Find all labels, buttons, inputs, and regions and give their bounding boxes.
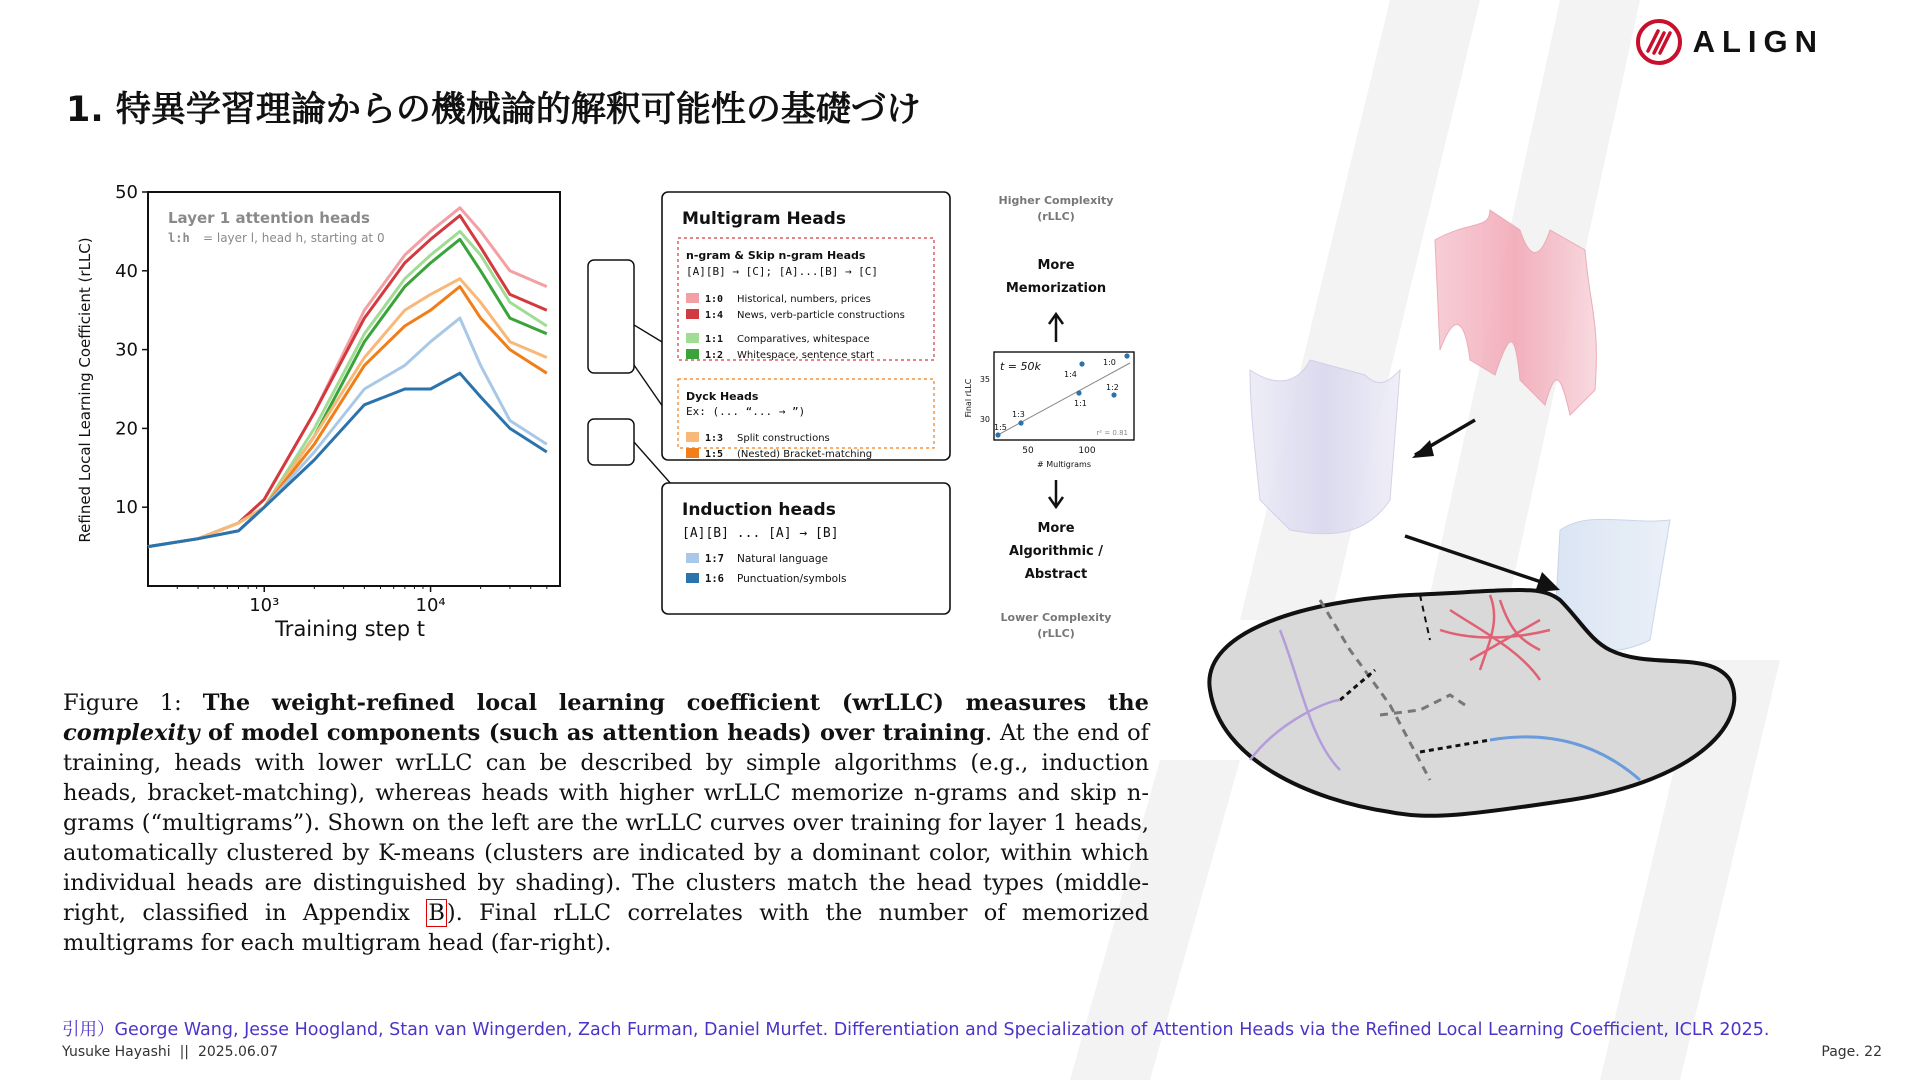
loss-landscape-illustration xyxy=(1190,200,1770,840)
footer-author: Yusuke Hayashi xyxy=(62,1044,171,1060)
footer-meta xyxy=(62,1044,278,1060)
footer-date: 2025.06.07 xyxy=(197,1044,279,1060)
caption-text-1: . At the end of training, heads with lower wrLLC can be described by simple algorithms (e.g., induction heads, bracket-matching), whereas heads with higher wrLLC memorize n-grams and skip n-grams (“multigrams”). Shown on the left are the wrLLC curves over training for layer 1 heads, automatically clustered by K-means (clusters are indicated by a dominant color, within which individual heads are distinguished by shading). The clusters match the head types (middle-right, classified in Appendix xyxy=(63,720,1149,926)
footer-separator: || xyxy=(179,1044,190,1060)
citation: 引用）George Wang, Jesse Hoogland, Stan van Wingerden, Zach Furman, Daniel Murfet. Differentiation and Specialization of Attention Heads via the Refined Local Learning Coefficient, ICLR 2025. xyxy=(62,1020,1770,1040)
legend-id: 1:0 xyxy=(705,294,724,305)
y-tick-label: 30 xyxy=(115,339,138,361)
y-tick-label: 50 xyxy=(115,182,138,203)
legend-desc: (Nested) Bracket-matching xyxy=(737,449,873,460)
legend-id: 1:6 xyxy=(705,573,724,585)
mini-point-label-1-3: 1:3 xyxy=(1012,410,1025,419)
multigram-heads-panel xyxy=(662,192,950,460)
plot-subtitle-key: l:h xyxy=(168,231,190,245)
legend-swatch xyxy=(686,432,699,442)
legend-desc: Whitespace, sentence start xyxy=(737,350,875,361)
caption-text-2: ). Final rLLC correlates with the number of memorized multigrams for each multigram head (far-right). xyxy=(63,900,1149,956)
plot-title: Layer 1 attention heads xyxy=(168,209,370,227)
mini-ytick-35: 35 xyxy=(979,375,990,384)
mini-point-label-1-1: 1:1 xyxy=(1074,399,1087,408)
x-tick-label: 10⁴ xyxy=(415,595,446,616)
x-axis-ticks xyxy=(177,586,547,616)
plot-subtitle: = layer l, head h, starting at 0 xyxy=(203,231,385,245)
mini-point-1-1 xyxy=(1076,390,1081,395)
brand-name: ALIGN xyxy=(1692,24,1824,59)
arrow-right-head-icon xyxy=(1535,572,1560,592)
legend-desc: Natural language xyxy=(737,553,828,565)
legend-swatch xyxy=(686,349,699,359)
ngram-pattern: [A][B] → [C]; [A]...[B] → [C] xyxy=(686,265,879,278)
legend-swatch xyxy=(686,293,699,303)
caption-label: Figure 1: xyxy=(63,690,182,716)
mini-ylabel: Final rLLC xyxy=(964,378,973,418)
slide-title: 1. 特異学習理論からの機械論的解釈可能性の基礎づけ xyxy=(66,90,921,130)
legend-desc: News, verb-particle constructions xyxy=(737,310,905,321)
y-tick-label: 10 xyxy=(115,497,138,519)
induction-pattern: [A][B] ... [A] → [B] xyxy=(682,526,839,541)
mini-r2: r² = 0.81 xyxy=(1096,429,1128,437)
mini-xlabel: # Multigrams xyxy=(1036,460,1092,469)
plot-frame xyxy=(148,192,560,586)
mini-point-label-1-0: 1:0 xyxy=(1103,358,1116,367)
legend-id: 1:1 xyxy=(705,334,724,345)
caption-bold-em: complexity xyxy=(63,720,200,746)
appendix-link[interactable]: B xyxy=(428,900,445,926)
ngram-title: n-gram & Skip n-gram Heads xyxy=(686,249,866,262)
caption-bold-1: The weight-refined local learning coefficient (wrLLC) measures the xyxy=(202,690,1149,716)
mini-xtick-50: 50 xyxy=(1022,446,1034,456)
multigram-highlight-box xyxy=(588,260,634,373)
brand-logo xyxy=(1635,18,1824,66)
landscape-blob xyxy=(1209,590,1734,816)
wrllc-plot xyxy=(76,182,634,641)
more-memorization-2: Memorization xyxy=(1005,281,1107,296)
y-axis-label: Refined Local Learning Coefficient (rLLC) xyxy=(76,237,94,543)
mini-point-1-4 xyxy=(1079,361,1084,366)
legend-desc: Historical, numbers, prices xyxy=(737,294,871,305)
induction-heads-panel xyxy=(662,483,950,614)
page-number: Page. 22 xyxy=(1821,1044,1882,1060)
y-tick-label: 40 xyxy=(115,260,138,282)
mini-time-label: t = 50k xyxy=(1000,360,1041,373)
align-logo-icon xyxy=(1635,18,1683,66)
more-algorithmic-3: Abstract xyxy=(1024,567,1088,582)
figure-caption xyxy=(63,688,1149,958)
higher-complexity-sub: (rLLC) xyxy=(1037,210,1075,223)
mini-point-1-2 xyxy=(1111,392,1116,397)
mini-point-1-0 xyxy=(1124,353,1129,358)
memorizing-manifold xyxy=(1435,210,1596,415)
mini-point-label-1-4: 1:4 xyxy=(1064,370,1077,379)
mini-point-label-1-2: 1:2 xyxy=(1106,383,1119,392)
legend-swatch xyxy=(686,553,699,563)
more-algorithmic-1: More xyxy=(1037,521,1075,536)
mini-point-1-5 xyxy=(995,432,1000,437)
legend-id: 1:5 xyxy=(705,449,724,460)
caption-bold-2: of model components (such as attention heads) over training xyxy=(207,720,986,746)
legend-desc: Split constructions xyxy=(737,433,830,444)
legend-id: 1:3 xyxy=(705,433,724,444)
x-tick-label: 10³ xyxy=(249,595,280,616)
dyck-title: Dyck Heads xyxy=(686,390,759,403)
mini-point-1-3 xyxy=(1018,420,1023,425)
legend-desc: Punctuation/symbols xyxy=(737,573,847,585)
induction-highlight-box xyxy=(588,419,634,465)
legend-swatch xyxy=(686,309,699,319)
figure-1 xyxy=(60,180,1170,650)
mini-scatter-plot xyxy=(964,352,1134,469)
down-arrow-icon xyxy=(1049,480,1063,507)
lower-complexity: Lower Complexity xyxy=(1000,611,1112,624)
up-arrow-icon xyxy=(1049,314,1063,342)
arrow-right-icon xyxy=(1405,536,1550,585)
multigram-title: Multigram Heads xyxy=(682,209,846,229)
intermediate-manifold xyxy=(1250,360,1400,534)
mini-point-label-1-5: 1:5 xyxy=(994,423,1007,432)
more-memorization-1: More xyxy=(1037,258,1075,273)
more-algorithmic-2: Algorithmic / xyxy=(1008,544,1104,559)
legend-swatch xyxy=(686,333,699,343)
mini-xtick-100: 100 xyxy=(1078,446,1096,456)
legend-swatch xyxy=(686,448,699,458)
legend-id: 1:2 xyxy=(705,350,724,361)
x-axis-label: Training step t xyxy=(275,617,425,641)
lower-complexity-sub: (rLLC) xyxy=(1037,627,1075,640)
higher-complexity: Higher Complexity xyxy=(998,194,1114,207)
legend-id: 1:4 xyxy=(705,310,724,321)
y-tick-label: 20 xyxy=(115,418,138,440)
mini-ytick-30: 30 xyxy=(979,415,990,424)
dyck-pattern: Ex: (... “... → ”) xyxy=(686,405,806,418)
induction-title: Induction heads xyxy=(682,500,836,520)
legend-id: 1:7 xyxy=(705,553,724,565)
arrow-left-head-icon xyxy=(1412,440,1434,458)
legend-swatch xyxy=(686,573,699,583)
legend-desc: Comparatives, whitespace xyxy=(737,334,870,345)
y-axis-ticks xyxy=(115,182,148,518)
